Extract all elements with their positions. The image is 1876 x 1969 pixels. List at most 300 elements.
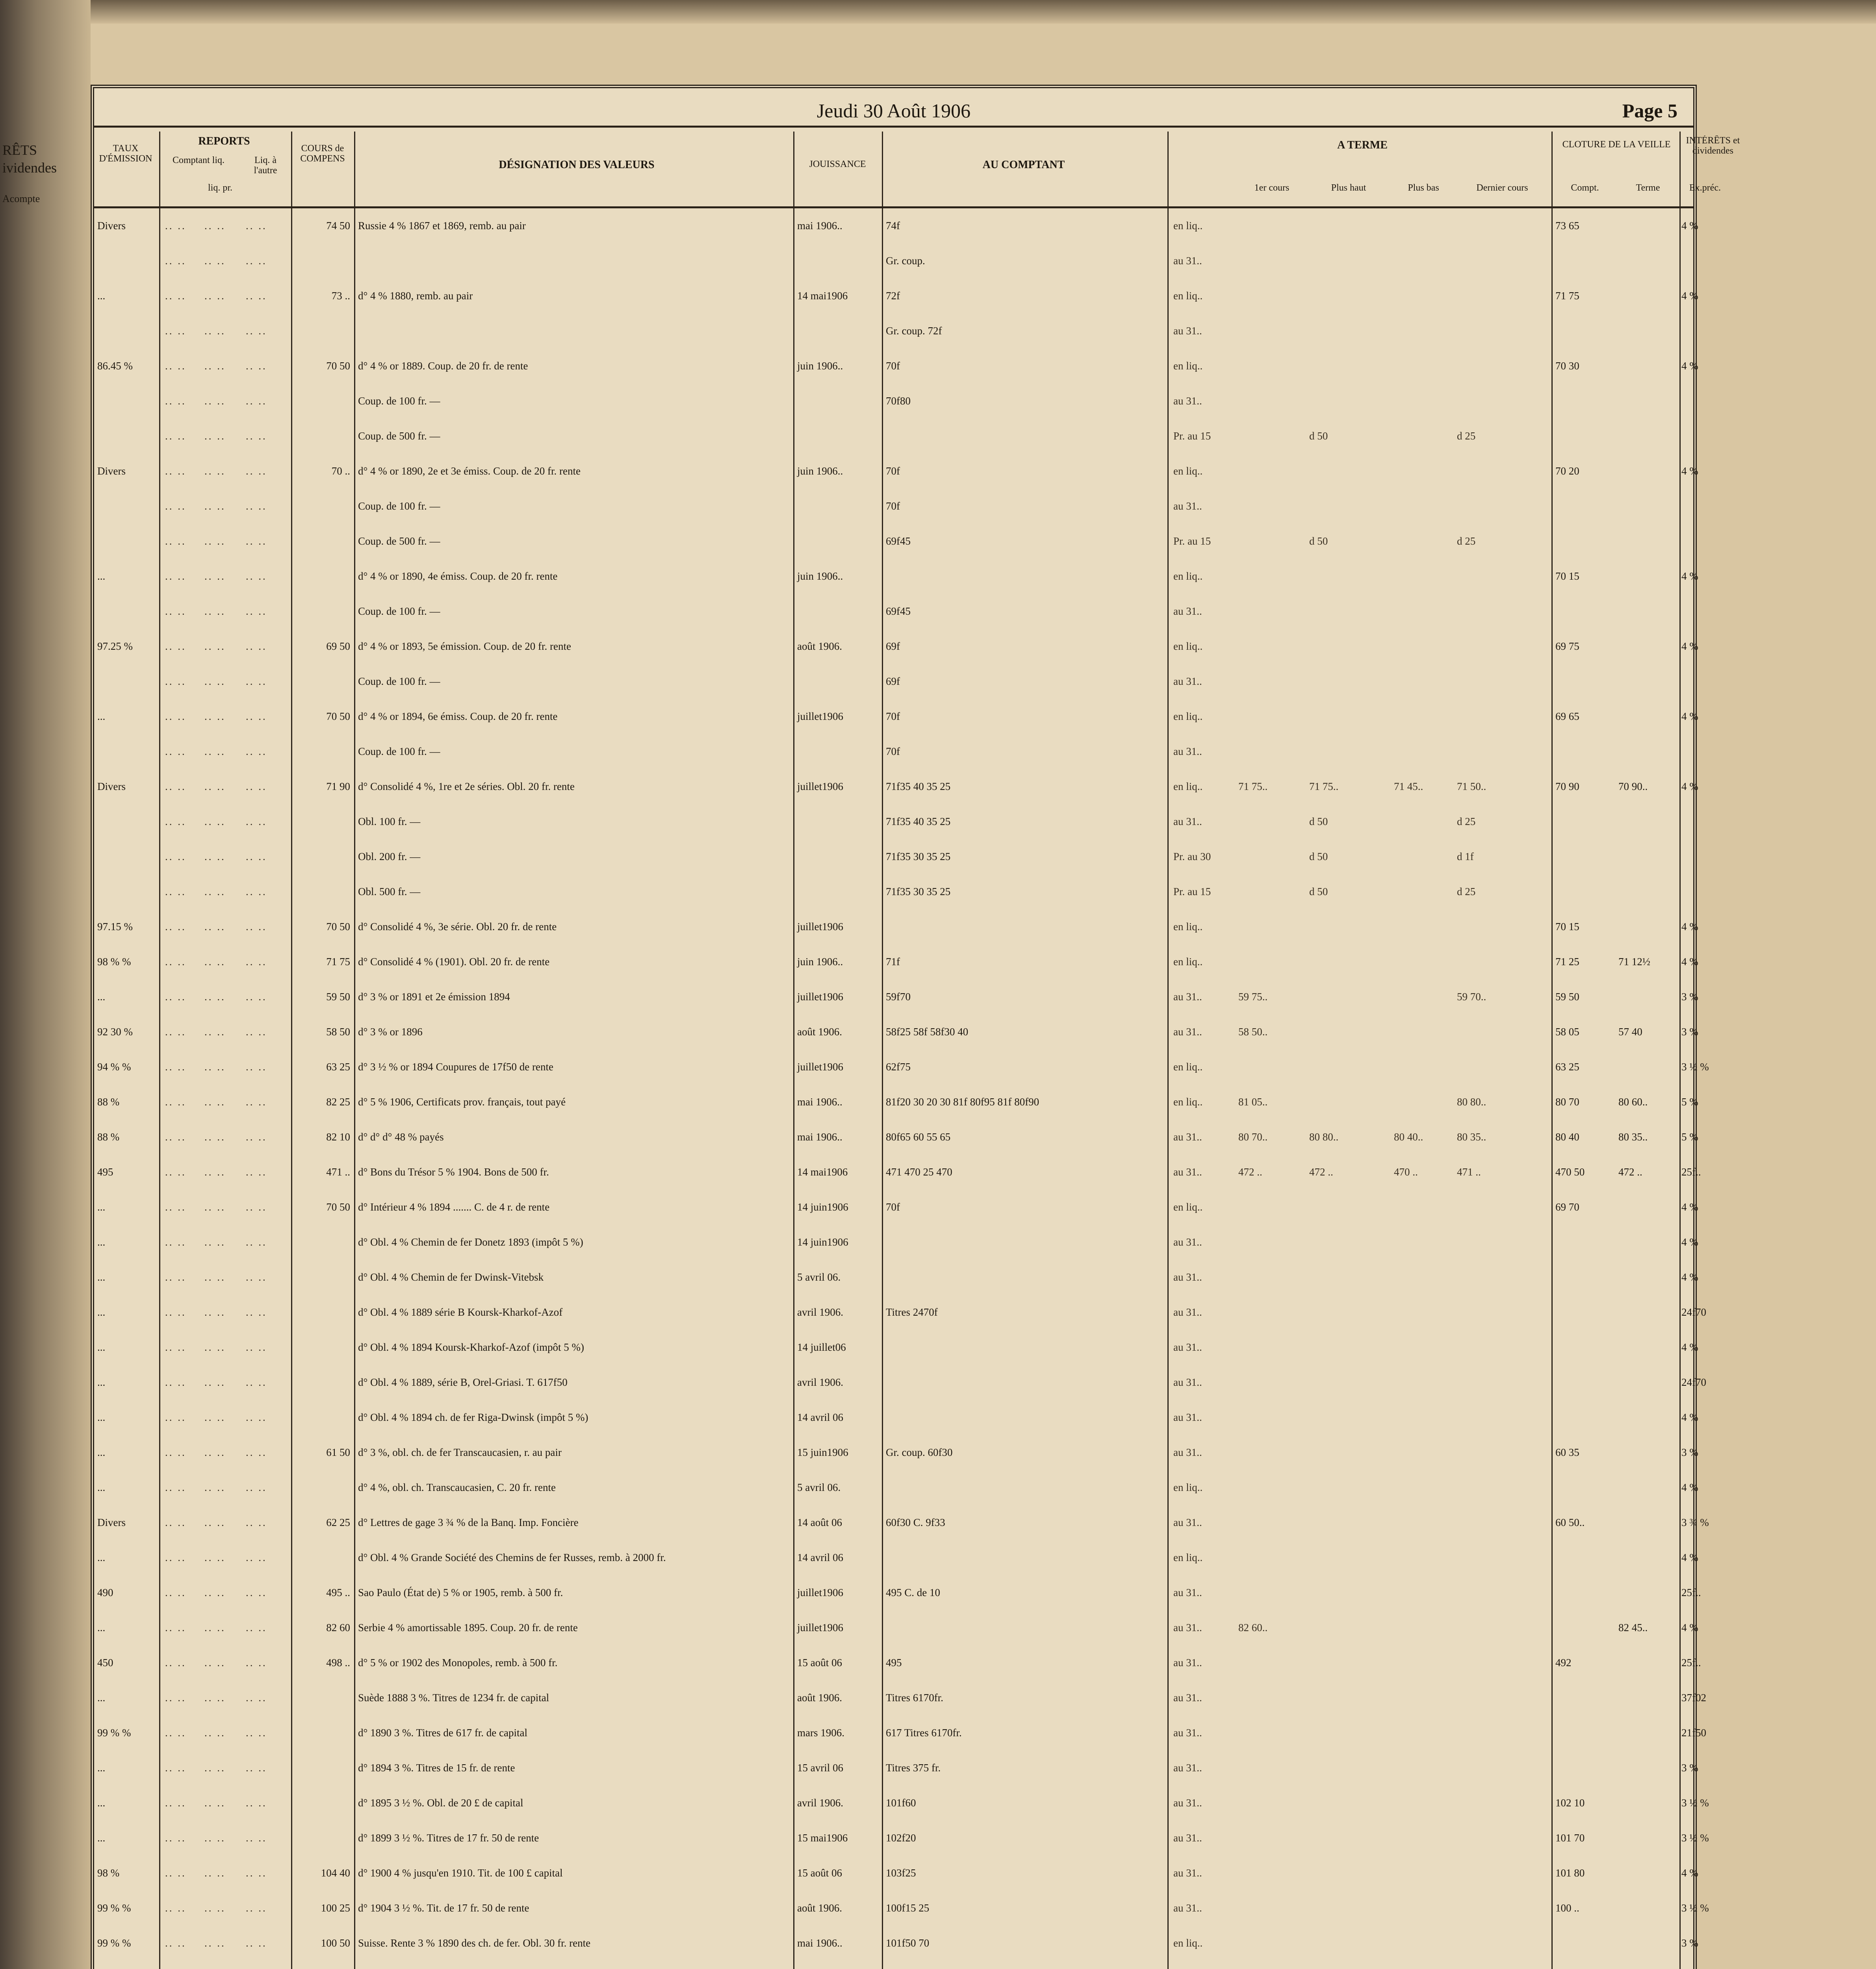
jouissance-cell: 14 août 06 xyxy=(797,1517,842,1528)
comptant-cell: 70f80 xyxy=(886,395,911,407)
col-cours: COURS de COMPENS xyxy=(300,143,345,164)
report-dots: .. .. xyxy=(204,1236,226,1248)
taux-cell: ... xyxy=(97,570,106,582)
table-row xyxy=(94,804,1693,839)
report-dots: .. .. xyxy=(246,1271,267,1283)
designation-cell: d° Obl. 4 % 1889, série B, Orel-Griasi. T. 617f50 xyxy=(358,1376,568,1388)
terme-label-cell: au 31.. xyxy=(1173,395,1202,407)
terme-label-cell: au 31.. xyxy=(1173,1762,1202,1774)
report-dots: .. .. xyxy=(246,1867,267,1879)
table-row xyxy=(94,874,1693,909)
report-dots: .. .. xyxy=(204,675,226,687)
report-dots: .. .. xyxy=(246,1832,267,1844)
designation-cell: Coup. de 100 fr. — xyxy=(358,500,440,512)
terme-label-cell: en liq.. xyxy=(1173,1937,1203,1949)
taux-cell: 92 30 % xyxy=(97,1026,133,1038)
comptant-cell: 71f xyxy=(886,956,900,968)
taux-cell: 97.25 % xyxy=(97,640,133,652)
terme-label-cell: au 31.. xyxy=(1173,605,1202,617)
terme-label-cell: au 31.. xyxy=(1173,1411,1202,1423)
designation-cell: d° Consolidé 4 %, 3e série. Obl. 20 fr. de rente xyxy=(358,921,557,933)
prev-page-word: ividendes xyxy=(2,160,57,176)
dernier-cours-cell: d 25 xyxy=(1457,535,1476,547)
interets-cell: 24f70 xyxy=(1681,1306,1706,1318)
designation-cell: d° d° d° 48 % payés xyxy=(358,1131,444,1143)
cloture-compt-cell: 101 80 xyxy=(1555,1867,1585,1879)
report-dots: .. .. xyxy=(204,1517,226,1528)
report-dots: .. .. xyxy=(204,360,226,372)
taux-cell: 88 % xyxy=(97,1096,120,1108)
report-dots: .. .. xyxy=(204,1622,226,1633)
page-frame xyxy=(91,85,1740,1969)
jouissance-cell: mai 1906.. xyxy=(797,1937,842,1949)
report-dots: .. .. xyxy=(246,851,267,862)
table-row xyxy=(94,278,1698,313)
interets-cell: 3 ½ % xyxy=(1681,1797,1709,1809)
interets-cell: 4 % xyxy=(1681,710,1698,722)
table-row xyxy=(94,1260,1698,1295)
report-dots: .. .. xyxy=(246,1131,267,1143)
plus-haut-cell: d 50 xyxy=(1309,851,1328,862)
taux-cell xyxy=(97,1961,156,1969)
report-dots: .. .. xyxy=(165,535,186,547)
report-dots: .. .. xyxy=(246,1552,267,1563)
cours-cell: 69 50 xyxy=(326,640,350,652)
report-dots: .. .. xyxy=(165,851,186,862)
report-dots: .. .. xyxy=(204,500,226,512)
cloture-compt-cell: 101 70 xyxy=(1555,1832,1585,1844)
report-dots: .. .. xyxy=(165,710,186,722)
table-row xyxy=(94,419,1693,454)
terme-label-cell: en liq.. xyxy=(1173,220,1203,232)
comptant-cell: 81f20 30 20 30 81f 80f95 81f 80f90 xyxy=(886,1096,1039,1108)
plus-haut-cell: d 50 xyxy=(1309,886,1328,897)
cloture-compt-cell: 70 20 xyxy=(1555,465,1579,477)
report-dots: .. .. xyxy=(204,325,226,337)
report-dots: .. .. xyxy=(165,1727,186,1739)
terme-label-cell: en liq.. xyxy=(1173,640,1203,652)
dernier-cours-cell: 80 35.. xyxy=(1457,1131,1486,1143)
report-dots: .. .. xyxy=(246,1481,267,1493)
interets-cell: 3 % xyxy=(1681,1446,1698,1458)
designation-cell: Sao Paulo (État de) 5 % or 1905, remb. à 500 fr. xyxy=(358,1587,563,1598)
jouissance-cell: 5 avril 06. xyxy=(797,1481,841,1493)
designation-cell: d° 4 % or 1890, 2e et 3e émiss. Coup. de 20 fr. rente xyxy=(358,465,581,477)
interets-cell: 4 % xyxy=(1681,465,1698,477)
report-dots: .. .. xyxy=(246,1902,267,1914)
taux-cell: ... xyxy=(97,1832,106,1844)
designation-cell: d° 4 % or 1893, 5e émission. Coup. de 20 fr. rente xyxy=(358,640,571,652)
cloture-terme-cell: 82 45.. xyxy=(1618,1622,1648,1633)
report-dots: .. .. xyxy=(204,1797,226,1809)
cloture-compt-cell: 80 70 xyxy=(1555,1096,1579,1108)
report-dots: .. .. xyxy=(204,1657,226,1669)
report-dots: .. .. xyxy=(246,1797,267,1809)
terme-label-cell: Pr. au 15 xyxy=(1173,886,1211,897)
designation-cell: d° 4 % or 1889. Coup. de 20 fr. de rente xyxy=(358,360,528,372)
comptant-cell: 71f35 40 35 25 xyxy=(886,781,951,792)
interets-cell: 3 ½ % xyxy=(1681,1061,1709,1073)
report-dots: .. .. xyxy=(165,1622,186,1633)
report-dots: .. .. xyxy=(204,1446,226,1458)
cloture-terme-cell: 80 60.. xyxy=(1618,1096,1648,1108)
report-dots: .. .. xyxy=(246,535,267,547)
report-dots: .. .. xyxy=(165,1201,186,1213)
comptant-cell: 74f xyxy=(886,220,900,232)
terme-label-cell: en liq.. xyxy=(1173,956,1203,968)
designation-cell: Coup. de 100 fr. — xyxy=(358,605,440,617)
report-dots: .. .. xyxy=(204,1937,226,1949)
report-dots: .. .. xyxy=(204,781,226,792)
report-dots: .. .. xyxy=(165,1552,186,1563)
interets-cell: 4 % xyxy=(1681,360,1698,372)
comptant-cell: 69f45 xyxy=(886,535,911,547)
jouissance-cell xyxy=(797,1961,878,1969)
comptant-cell: Gr. coup. xyxy=(886,255,925,267)
designation-cell: d° 1904 3 ½ %. Tit. de 17 fr. 50 de rente xyxy=(358,1902,529,1914)
interets-cell: 4 % xyxy=(1681,1271,1698,1283)
comptant-cell: 60f30 C. 9f33 xyxy=(886,1517,945,1528)
report-dots: .. .. xyxy=(165,430,186,442)
cloture-terme-cell: 71 12½ xyxy=(1618,956,1650,968)
col-comptant-liq: Comptant liq. xyxy=(173,155,225,165)
comptant-cell: 70f xyxy=(886,1201,900,1213)
cours-cell: 104 40 xyxy=(321,1867,350,1879)
terme-label-cell: en liq.. xyxy=(1173,1552,1203,1563)
table-row xyxy=(94,524,1693,559)
report-dots: .. .. xyxy=(204,535,226,547)
terme-label-cell: au 31.. xyxy=(1173,675,1202,687)
jouissance-cell: août 1906. xyxy=(797,1026,842,1038)
report-dots: .. .. xyxy=(246,430,267,442)
page-number: Page 5 xyxy=(1622,100,1677,122)
table-row xyxy=(94,664,1693,699)
report-dots: .. .. xyxy=(204,1902,226,1914)
terme-label-cell: en liq.. xyxy=(1173,1201,1203,1213)
cours-cell: 70 50 xyxy=(326,710,350,722)
terme-label-cell: en liq.. xyxy=(1173,360,1203,372)
table-row xyxy=(94,1435,1698,1470)
cours-cell: 58 50 xyxy=(326,1026,350,1038)
table-row xyxy=(94,909,1698,944)
jouissance-cell: avril 1906. xyxy=(797,1376,843,1388)
report-dots: .. .. xyxy=(246,816,267,827)
table-row xyxy=(94,699,1698,734)
comptant-cell: 71f35 30 35 25 xyxy=(886,851,951,862)
designation-cell: d° 1895 3 ½ %. Obl. de 20 £ de capital xyxy=(358,1797,523,1809)
report-dots: .. .. xyxy=(165,1446,186,1458)
table-row xyxy=(94,489,1693,524)
report-dots: .. .. xyxy=(204,1587,226,1598)
report-dots: .. .. xyxy=(204,1762,226,1774)
plus-haut-cell: 80 80.. xyxy=(1309,1131,1339,1143)
report-dots: .. .. xyxy=(246,465,267,477)
report-dots: .. .. xyxy=(204,956,226,968)
comptant-cell: 70f xyxy=(886,500,900,512)
designation-cell: d° 4 % 1880, remb. au pair xyxy=(358,290,473,302)
jouissance-cell: 15 avril 06 xyxy=(797,1762,843,1774)
report-dots: .. .. xyxy=(204,710,226,722)
comptant-cell: 59f70 xyxy=(886,991,911,1003)
jouissance-cell: 14 mai1906 xyxy=(797,1166,848,1178)
report-dots: .. .. xyxy=(204,1481,226,1493)
terme-label-cell: au 31.. xyxy=(1173,1131,1202,1143)
terme-label-cell xyxy=(1173,1961,1236,1969)
cours-cell: 70 50 xyxy=(326,360,350,372)
report-dots: .. .. xyxy=(165,1867,186,1879)
comptant-cell: 70f xyxy=(886,710,900,722)
jouissance-cell: 5 avril 06. xyxy=(797,1271,841,1283)
interets-cell: 3 % xyxy=(1681,1026,1698,1038)
col-cloture: CLOTURE DE LA VEILLE xyxy=(1562,139,1671,150)
dernier-cours-cell: d 1f xyxy=(1457,851,1474,862)
dernier-cours-cell: d 25 xyxy=(1457,886,1476,897)
designation-cell: d° 1900 4 % jusqu'en 1910. Tit. de 100 £ capital xyxy=(358,1867,563,1879)
interets-cell: 25f.. xyxy=(1681,1587,1701,1598)
report-dots: .. .. xyxy=(165,1692,186,1704)
interets-cell: 24f70 xyxy=(1681,1376,1706,1388)
jouissance-cell: juillet1906 xyxy=(797,710,843,722)
interets-cell: 3 ¾ % xyxy=(1681,1517,1709,1528)
taux-cell: 98 % % xyxy=(97,956,131,968)
cloture-compt-cell: 70 90 xyxy=(1555,781,1579,792)
table-row xyxy=(94,313,1693,349)
designation-cell: d° Consolidé 4 % (1901). Obl. 20 fr. de rente xyxy=(358,956,550,968)
plus-haut-cell: d 50 xyxy=(1309,535,1328,547)
report-dots: .. .. xyxy=(204,1271,226,1283)
report-dots: .. .. xyxy=(165,290,186,302)
report-dots: .. .. xyxy=(165,325,186,337)
terme-label-cell: au 31.. xyxy=(1173,325,1202,337)
jouissance-cell: 15 août 06 xyxy=(797,1657,842,1669)
plus-haut-cell: d 50 xyxy=(1309,816,1328,827)
report-dots: .. .. xyxy=(204,290,226,302)
jouissance-cell: mai 1906.. xyxy=(797,1096,842,1108)
report-dots: .. .. xyxy=(165,675,186,687)
cloture-compt-cell: 73 65 xyxy=(1555,220,1579,232)
premier-cours-cell: 58 50.. xyxy=(1238,1026,1268,1038)
dernier-cours-cell: 471 .. xyxy=(1457,1166,1481,1178)
table-row xyxy=(94,208,1698,243)
table-row xyxy=(94,1365,1706,1400)
report-dots: .. .. xyxy=(165,1411,186,1423)
designation-cell: d° 3 % or 1891 et 2e émission 1894 xyxy=(358,991,510,1003)
dernier-cours-cell: 59 70.. xyxy=(1457,991,1486,1003)
report-dots: .. .. xyxy=(204,816,226,827)
jouissance-cell: juin 1906.. xyxy=(797,570,843,582)
report-dots: .. .. xyxy=(246,1096,267,1108)
report-dots: .. .. xyxy=(246,1622,267,1633)
cloture-compt-cell: 70 15 xyxy=(1555,570,1579,582)
jouissance-cell: 15 août 06 xyxy=(797,1867,842,1879)
designation-cell: d° 4 % or 1890, 4e émiss. Coup. de 20 fr. rente xyxy=(358,570,558,582)
interets-cell: 4 % xyxy=(1681,1481,1698,1493)
col-designation: DÉSIGNATION DES VALEURS xyxy=(499,159,655,171)
cloture-compt-cell: 70 30 xyxy=(1555,360,1579,372)
table-row xyxy=(94,1785,1709,1821)
cours-cell: 495 .. xyxy=(326,1587,350,1598)
cloture-compt-cell: 59 50 xyxy=(1555,991,1579,1003)
dernier-cours-cell: d 25 xyxy=(1457,430,1476,442)
cours-cell: 61 50 xyxy=(326,1446,350,1458)
report-dots xyxy=(246,1961,285,1969)
cours-cell: 74 50 xyxy=(326,220,350,232)
designation-cell: d° 1899 3 ½ %. Titres de 17 fr. 50 de rente xyxy=(358,1832,539,1844)
report-dots: .. .. xyxy=(165,605,186,617)
report-dots: .. .. xyxy=(246,1236,267,1248)
report-dots: .. .. xyxy=(246,255,267,267)
comptant-cell: 80f65 60 55 65 xyxy=(886,1131,951,1143)
report-dots: .. .. xyxy=(204,430,226,442)
interets-cell: 4 % xyxy=(1681,1867,1698,1879)
table-row xyxy=(94,979,1698,1014)
table-row xyxy=(94,1295,1706,1330)
col-plus-bas: Plus bas xyxy=(1408,183,1439,193)
report-dots: .. .. xyxy=(246,1692,267,1704)
prev-page-word: RÊTS xyxy=(2,142,37,158)
jouissance-cell: 14 juillet06 xyxy=(797,1341,846,1353)
report-dots: .. .. xyxy=(246,921,267,933)
report-dots: .. .. xyxy=(246,781,267,792)
taux-cell: ... xyxy=(97,991,106,1003)
designation-cell: Obl. 100 fr. — xyxy=(358,816,421,827)
report-dots: .. .. xyxy=(204,605,226,617)
taux-cell: ... xyxy=(97,1341,106,1353)
report-dots: .. .. xyxy=(204,1867,226,1879)
terme-label-cell: au 31.. xyxy=(1173,1446,1202,1458)
report-dots: .. .. xyxy=(246,1517,267,1528)
cloture-terme-cell: 472 .. xyxy=(1618,1166,1642,1178)
designation-cell: d° Obl. 4 % 1894 ch. de fer Riga-Dwinsk (impôt 5 %) xyxy=(358,1411,588,1423)
comptant-cell: 71f35 40 35 25 xyxy=(886,816,951,827)
terme-label-cell: au 31.. xyxy=(1173,1341,1202,1353)
cours-cell: 100 50 xyxy=(321,1937,350,1949)
col-a-terme: A TERME xyxy=(1337,139,1388,151)
table-row xyxy=(94,734,1693,769)
interets-cell: 3 ½ % xyxy=(1681,1902,1709,1914)
designation-cell: Serbie 4 % amortissable 1895. Coup. 20 fr. de rente xyxy=(358,1622,578,1633)
col-interets: INTÉRÊTS et dividendes xyxy=(1686,135,1740,156)
report-dots: .. .. xyxy=(165,465,186,477)
comptant-cell: Titres 6170fr. xyxy=(886,1692,944,1704)
interets-cell: 4 % xyxy=(1681,956,1698,968)
report-dots: .. .. xyxy=(246,360,267,372)
report-dots: .. .. xyxy=(204,570,226,582)
cloture-compt-cell: 100 .. xyxy=(1555,1902,1579,1914)
report-dots: .. .. xyxy=(165,1236,186,1248)
taux-cell: 99 % % xyxy=(97,1902,131,1914)
report-dots: .. .. xyxy=(204,1727,226,1739)
interets-cell: 5 % xyxy=(1681,1131,1698,1143)
report-dots: .. .. xyxy=(165,816,186,827)
terme-label-cell: au 31.. xyxy=(1173,1727,1202,1739)
taux-cell: Divers xyxy=(97,1517,126,1528)
terme-label-cell: au 31.. xyxy=(1173,1166,1202,1178)
report-dots: .. .. xyxy=(246,745,267,757)
report-dots: .. .. xyxy=(246,395,267,407)
terme-label-cell: au 31.. xyxy=(1173,1902,1202,1914)
jouissance-cell: juillet1906 xyxy=(797,1061,843,1073)
cours-cell: 498 .. xyxy=(326,1657,350,1669)
comptant-cell: Titres 2470f xyxy=(886,1306,938,1318)
terme-label-cell: au 31.. xyxy=(1173,1622,1202,1633)
report-dots: .. .. xyxy=(246,710,267,722)
report-dots: .. .. xyxy=(165,1306,186,1318)
col-premier-cours: 1er cours xyxy=(1254,183,1290,193)
report-dots: .. .. xyxy=(246,675,267,687)
cours-cell: 63 25 xyxy=(326,1061,350,1073)
interets-cell: 37f02 xyxy=(1681,1692,1706,1704)
cours-cell: 70 50 xyxy=(326,921,350,933)
interets-cell: 4 % xyxy=(1681,921,1698,933)
designation-cell: d° Bons du Trésor 5 % 1904. Bons de 500 fr. xyxy=(358,1166,549,1178)
plus-bas-cell: 71 45.. xyxy=(1394,781,1423,792)
report-dots: .. .. xyxy=(246,886,267,897)
jouissance-cell: juin 1906.. xyxy=(797,956,843,968)
dernier-cours-cell: 80 80.. xyxy=(1457,1096,1486,1108)
comptant-cell: 70f xyxy=(886,745,900,757)
designation-cell: d° Obl. 4 % Chemin de fer Donetz 1893 (impôt 5 %) xyxy=(358,1236,583,1248)
designation-cell: Coup. de 500 fr. — xyxy=(358,535,440,547)
cloture-compt-cell: 63 25 xyxy=(1555,1061,1579,1073)
interets-cell: 4 % xyxy=(1681,1201,1698,1213)
report-dots: .. .. xyxy=(165,1902,186,1914)
interets-cell xyxy=(1681,1961,1741,1969)
comptant-cell: 70f xyxy=(886,465,900,477)
previous-page-edge xyxy=(0,0,91,1969)
taux-cell: ... xyxy=(97,710,106,722)
report-dots: .. .. xyxy=(165,1797,186,1809)
report-dots: .. .. xyxy=(246,1061,267,1073)
report-dots: .. .. xyxy=(246,1376,267,1388)
terme-label-cell: en liq.. xyxy=(1173,290,1203,302)
terme-label-cell: en liq.. xyxy=(1173,570,1203,582)
plus-haut-cell: 472 .. xyxy=(1309,1166,1333,1178)
jouissance-cell: août 1906. xyxy=(797,640,842,652)
col-dernier-cours: Dernier cours xyxy=(1476,183,1528,193)
designation-cell: d° Obl. 4 % 1889 série B Koursk-Kharkof-Azof xyxy=(358,1306,563,1318)
designation-cell: d° 4 %, obl. ch. Transcaucasien, C. 20 fr. rente xyxy=(358,1481,556,1493)
premier-cours-cell: 472 .. xyxy=(1238,1166,1262,1178)
cours-cell: 82 25 xyxy=(326,1096,350,1108)
cloture-compt-cell: 69 65 xyxy=(1555,710,1579,722)
jouissance-cell: 14 avril 06 xyxy=(797,1552,843,1563)
report-dots: .. .. xyxy=(246,1026,267,1038)
table-header xyxy=(94,132,1740,208)
taux-cell: ... xyxy=(97,1271,106,1283)
report-dots: .. .. xyxy=(246,570,267,582)
designation-cell: Suède 1888 3 %. Titres de 1234 fr. de capital xyxy=(358,1692,549,1704)
table-row xyxy=(94,944,1698,979)
cloture-compt-cell: 470 50 xyxy=(1555,1166,1585,1178)
interets-cell: 25f.. xyxy=(1681,1657,1701,1669)
report-dots xyxy=(204,1961,240,1969)
report-dots: .. .. xyxy=(204,851,226,862)
jouissance-cell: juillet1906 xyxy=(797,991,843,1003)
comptant-cell: Titres 375 fr. xyxy=(886,1762,941,1774)
report-dots: .. .. xyxy=(204,1096,226,1108)
jouissance-cell: 14 avril 06 xyxy=(797,1411,843,1423)
cours-cell: 73 .. xyxy=(331,290,350,302)
terme-label-cell: en liq.. xyxy=(1173,1481,1203,1493)
interets-cell: 4 % xyxy=(1681,1552,1698,1563)
terme-label-cell: au 31.. xyxy=(1173,1587,1202,1598)
report-dots: .. .. xyxy=(165,1341,186,1353)
report-dots: .. .. xyxy=(204,1306,226,1318)
premier-cours-cell: 82 60.. xyxy=(1238,1622,1268,1633)
taux-cell: Divers xyxy=(97,781,126,792)
report-dots: .. .. xyxy=(165,1271,186,1283)
